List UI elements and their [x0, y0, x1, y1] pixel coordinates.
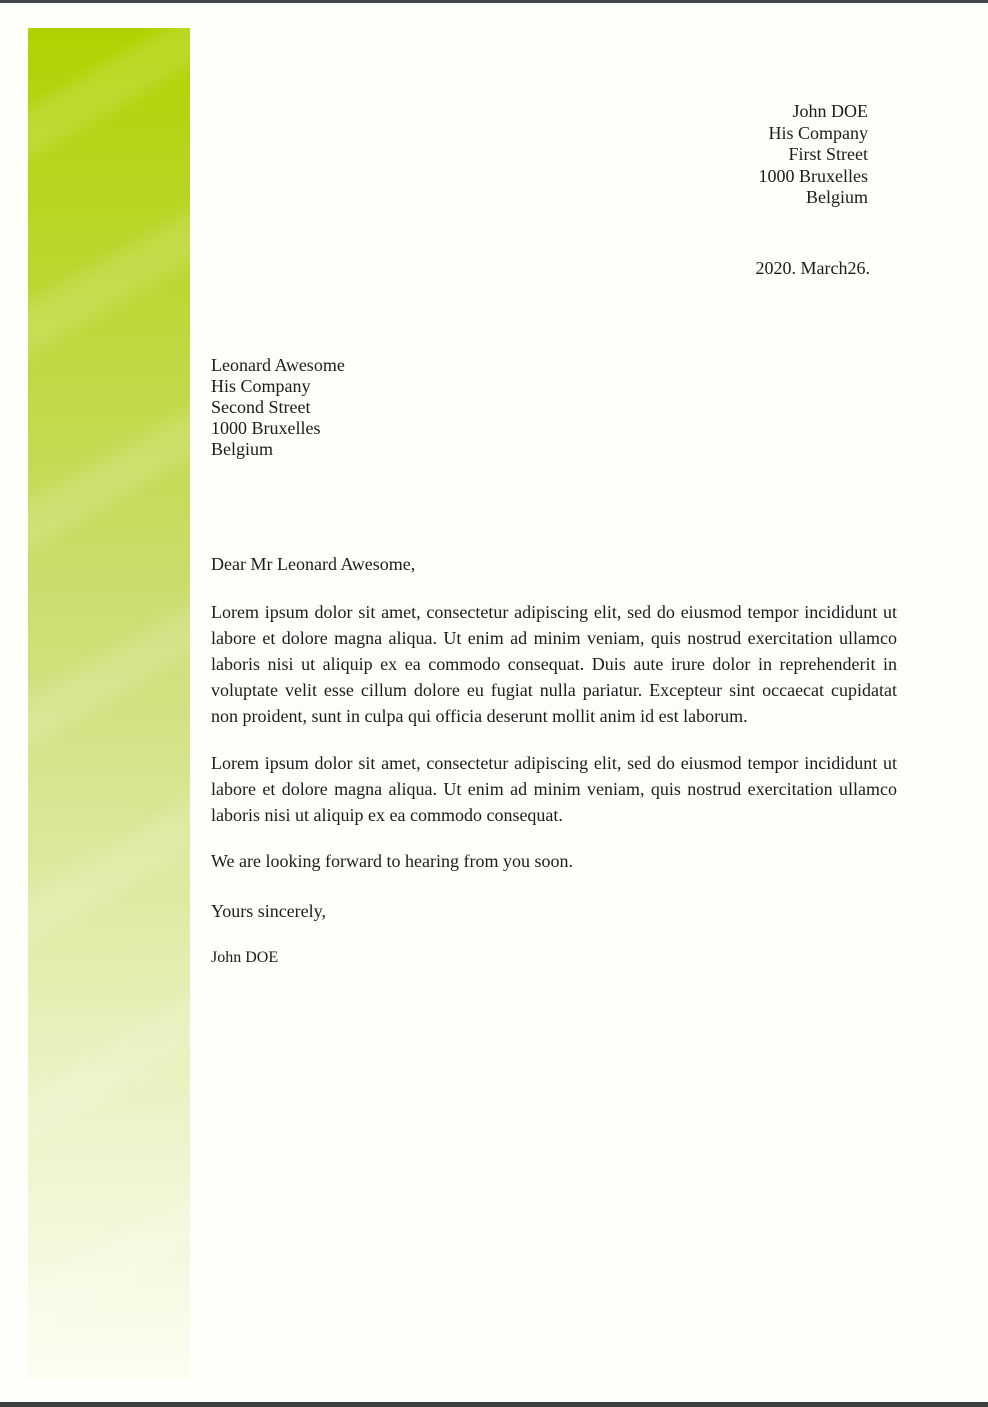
- body-paragraph-1: Lorem ipsum dolor sit amet, consectetur adipiscing elit, sed do eiusmod tempor incididunt ut labore et dolore magna aliqua. Ut enim ad minim veniam, quis nostrud exercitation ullamco laboris nisi ut aliquip ex ea commodo consequat. Duis aute irure dolor in reprehenderit in voluptate velit esse cillum dolore eu fugiat nulla pariatur. Excepteur sint occaecat cupidatat non proident, sunt in culpa qui officia deserunt mollit anim id est laborum.: [211, 602, 897, 726]
- body-paragraph-2: Lorem ipsum dolor sit amet, consectetur adipiscing elit, sed do eiusmod tempor incididunt ut labore et dolore magna aliqua. Ut enim ad minim veniam, quis nostrud exercitation ullamco laboris nisi ut aliquip ex ea commodo consequat.: [211, 753, 897, 825]
- closing-line: We are looking forward to hearing from you soon.: [211, 851, 573, 871]
- recipient-company: His Company: [211, 376, 311, 396]
- sender-company: His Company: [768, 122, 868, 143]
- sender-address-block: [759, 101, 869, 209]
- sender-street: First Street: [788, 144, 868, 164]
- letter-date: 2020. March26.: [755, 258, 870, 278]
- salutation: Dear Mr Leonard Awesome,: [211, 554, 416, 574]
- recipient-city: 1000 Bruxelles: [211, 418, 321, 438]
- recipient-street: Second Street: [211, 397, 311, 417]
- recipient-address-block: [211, 355, 345, 460]
- window-top-edge: [0, 0, 988, 3]
- window-bottom-edge: [0, 1402, 988, 1407]
- sender-name: John DOE: [792, 101, 868, 121]
- letterhead-gradient-bar: [28, 28, 190, 1380]
- sender-country: Belgium: [806, 187, 868, 207]
- sender-city: 1000 Bruxelles: [758, 165, 868, 186]
- valediction: Yours sincerely,: [211, 901, 326, 921]
- recipient-country: Belgium: [211, 439, 273, 459]
- signature-name: John DOE: [211, 949, 279, 966]
- recipient-name: Leonard Awesome: [211, 355, 345, 375]
